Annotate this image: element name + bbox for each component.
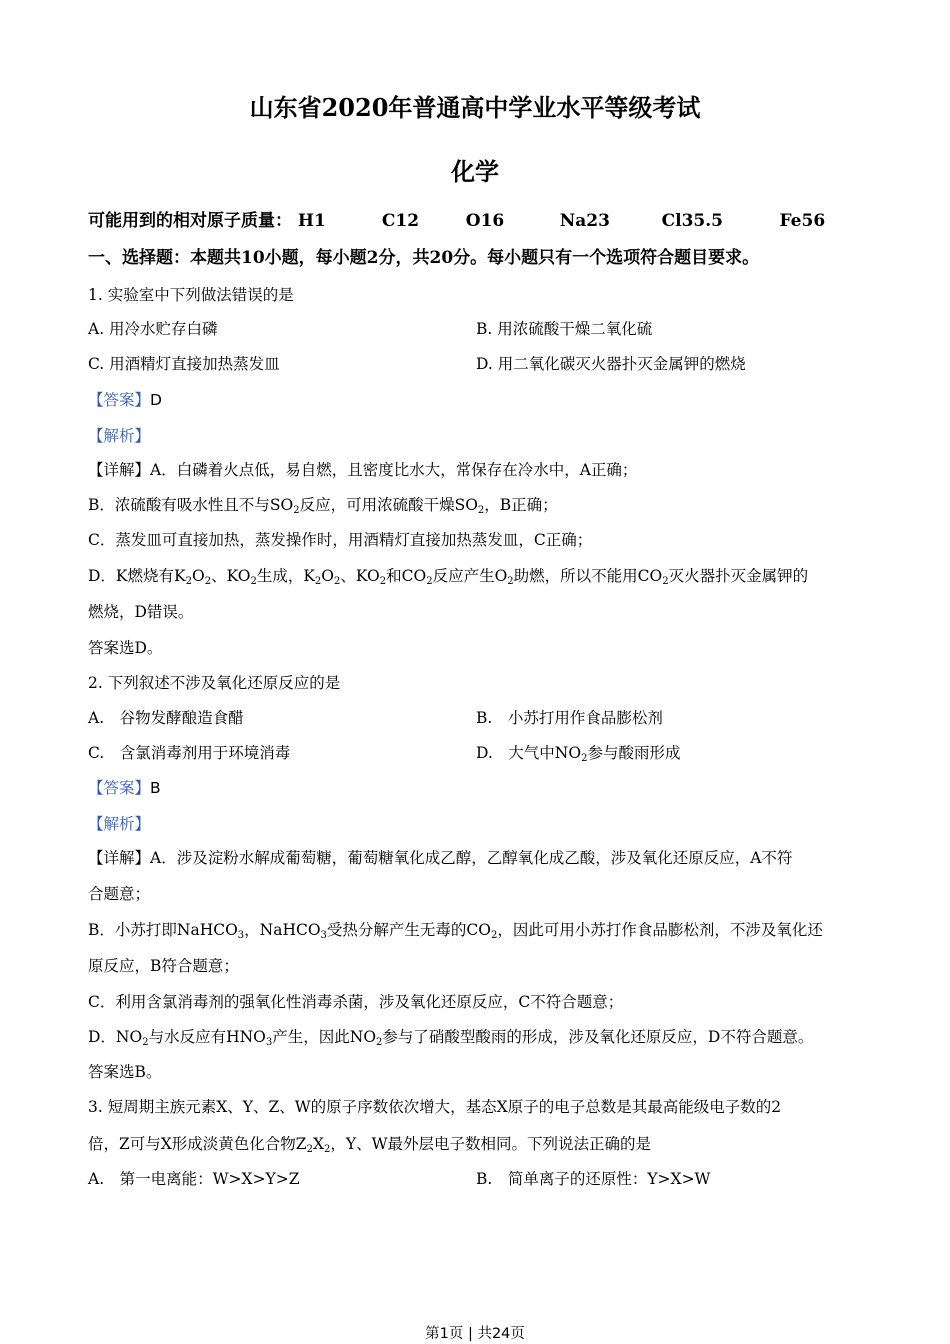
q2-detail-c: C．利用含氯消毒剂的强氧化性消毒杀菌，涉及氧化还原反应，C不符合题意； <box>88 993 624 1011</box>
text: 、KO <box>211 567 251 585</box>
text: 生成，K <box>256 567 315 585</box>
q2-detail-a <box>88 847 792 869</box>
text: O <box>321 567 334 585</box>
q2-stem: 2. 下列叙述不涉及氧化还原反应的是 <box>88 674 341 692</box>
text: B．浓硫酸有吸水性且不与SO <box>88 496 294 514</box>
subscript: 3 <box>237 930 245 941</box>
text: D．K燃烧有K <box>88 567 186 585</box>
subscript: 2 <box>204 576 212 587</box>
text: 与水反应有HNO <box>148 1028 266 1046</box>
mass-na: Na23 <box>559 211 610 231</box>
text: ，NaHCO <box>244 921 321 939</box>
text: 参与了硝酸型酸雨的形成，涉及氧化还原反应，D不符合题意。 <box>382 1028 814 1046</box>
q1-stem: 1. 实验室中下列做法错误的是 <box>88 286 294 304</box>
q2-answer <box>88 777 161 799</box>
text: D．NO <box>88 1028 143 1046</box>
subscript: 2 <box>306 1144 313 1155</box>
q1-conclusion: 答案选D。 <box>88 639 163 657</box>
subscript: 2 <box>185 576 192 587</box>
subscript: 2 <box>379 576 387 587</box>
answer-value: B <box>150 779 161 797</box>
page-footer: 第1页 | 共24页 <box>425 1326 525 1342</box>
text: 反应产生O <box>432 567 508 585</box>
q2-option-b: B. 小苏打用作食品膨松剂 <box>476 709 663 727</box>
text: 反应，可用浓硫酸干燥SO <box>299 496 478 514</box>
text: X <box>312 1135 324 1153</box>
q1-option-a: A. 用冷水贮存白磷 <box>88 320 218 338</box>
subscript: 2 <box>507 576 514 587</box>
q1-analysis-tag: 【解析】 <box>88 427 151 445</box>
q2-detail-a-cont: 合题意； <box>88 885 151 903</box>
subscript: 2 <box>250 576 257 587</box>
q2-option-a: A. 谷物发酵酿造食醋 <box>88 709 244 727</box>
q1-detail-a <box>88 459 637 481</box>
q2-option-d <box>476 742 680 764</box>
subscript: 2 <box>334 576 341 587</box>
atomic-mass-label: 可能用到的相对原子质量： <box>88 211 292 231</box>
q1-option-c: C. 用酒精灯直接加热蒸发皿 <box>88 355 280 373</box>
text: 产生，因此NO <box>272 1028 377 1046</box>
mass-fe: Fe56 <box>779 211 826 231</box>
text: 助燃，所以不能用CO <box>513 567 663 585</box>
section-heading: 一、选择题：本题共10小题，每小题2分，共20分。每小题只有一个选项符合题目要求。 <box>88 248 760 268</box>
q1-option-b: B. 用浓硫酸干燥二氧化硫 <box>476 320 653 338</box>
subscript: 2 <box>314 576 322 587</box>
text: 和CO <box>386 567 427 585</box>
q1-detail-c: C．蒸发皿可直接加热，蒸发操作时，用酒精灯直接加热蒸发皿，C正确； <box>88 531 593 549</box>
atomic-mass-line <box>88 210 825 232</box>
text: 参与酸雨形成 <box>587 744 681 762</box>
mass-h: H1 <box>297 211 326 231</box>
subscript: 2 <box>376 1037 383 1048</box>
subject-title: 化学 <box>451 157 499 186</box>
subscript: 3 <box>265 1037 273 1048</box>
q1-option-d: D. 用二氧化碳灭火器扑灭金属钾的燃烧 <box>476 355 746 373</box>
answer-tag: 【答案】 <box>88 391 151 409</box>
text: D. 大气中NO <box>476 744 582 762</box>
q2-conclusion: 答案选B。 <box>88 1063 162 1081</box>
text: 、KO <box>340 567 380 585</box>
q3-option-b: B. 简单离子的还原性：Y>X>W <box>476 1170 711 1188</box>
text: 灭火器扑灭金属钾的 <box>668 567 809 585</box>
text: B．小苏打即NaHCO <box>88 921 238 939</box>
q2-option-c: C. 含氯消毒剂用于环境消毒 <box>88 744 291 762</box>
subscript: 2 <box>142 1037 149 1048</box>
q2-detail-d <box>88 1026 813 1048</box>
subscript: 2 <box>662 576 669 587</box>
text: 倍，Z可与X形成淡黄色化合物Z <box>88 1135 307 1153</box>
text: ，因此可用小苏打作食品膨松剂，不涉及氧化还 <box>497 921 823 939</box>
subscript: 2 <box>491 930 498 941</box>
subscript: 2 <box>324 1144 331 1155</box>
mass-c: C12 <box>381 211 420 231</box>
answer-tag: 【答案】 <box>88 779 151 797</box>
subscript: 2 <box>477 505 485 516</box>
q3-stem-cont <box>88 1133 651 1155</box>
subscript: 2 <box>426 576 433 587</box>
exam-title: 山东省2020年普通高中学业水平等级考试 <box>249 93 701 122</box>
detail-text: A．涉及淀粉水解成葡萄糖，葡萄糖氧化成乙醇，乙醇氧化成乙酸，涉及氧化还原反应，A不符 <box>150 849 793 867</box>
q1-detail-b <box>88 494 558 516</box>
detail-text: A．白磷着火点低，易自燃，且密度比水大，常保存在冷水中，A正确； <box>150 461 638 479</box>
text: ，Y、W最外层电子数相同。下列说法正确的是 <box>330 1135 652 1153</box>
q3-stem: 3. 短周期主族元素X、Y、Z、W的原子序数依次增大，基态X原子的电子总数是其最高能级电子数的2 <box>88 1098 782 1116</box>
q2-detail-b-cont: 原反应，B符合题意； <box>88 957 239 975</box>
detail-tag: 【详解】 <box>88 849 151 867</box>
q1-detail-d <box>88 565 808 587</box>
mass-o: O16 <box>465 211 505 231</box>
q1-answer <box>88 389 162 411</box>
q2-analysis-tag: 【解析】 <box>88 815 151 833</box>
text: ，B正确； <box>484 496 558 514</box>
text: O <box>191 567 205 585</box>
detail-tag: 【详解】 <box>88 461 151 479</box>
subscript: 2 <box>293 505 300 516</box>
subscript: 3 <box>320 930 327 941</box>
q3-option-a: A. 第一电离能：W>X>Y>Z <box>88 1170 300 1188</box>
q2-detail-b <box>88 919 823 941</box>
subscript: 2 <box>581 753 588 764</box>
text: 受热分解产生无毒的CO <box>326 921 491 939</box>
answer-value: D <box>150 391 162 409</box>
q1-detail-d-cont: 燃烧，D错误。 <box>88 603 194 621</box>
mass-cl: Cl35.5 <box>661 211 724 231</box>
